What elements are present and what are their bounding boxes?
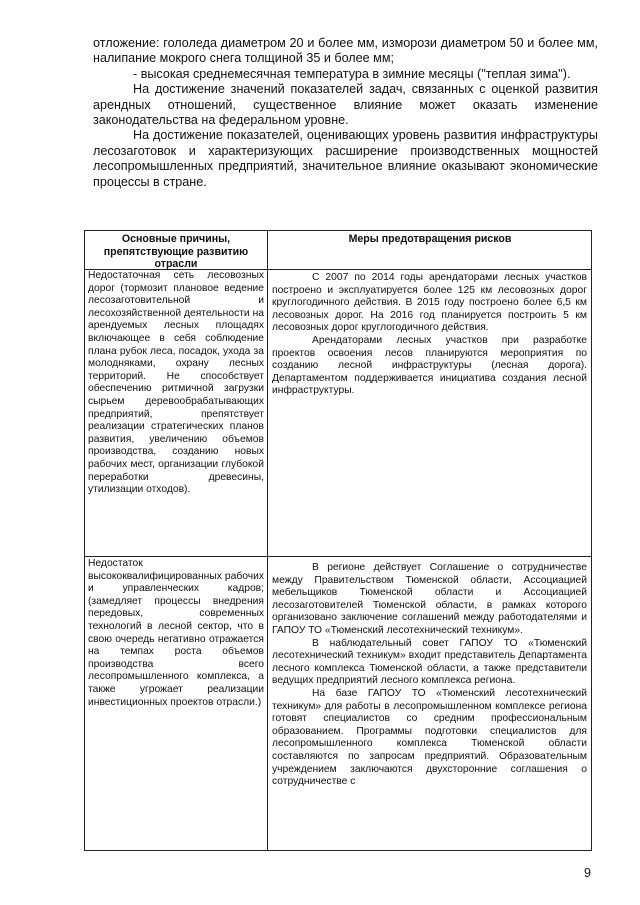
cause-cell: Недостаточная сеть лесовозных дорог (тормозит плановое ведение лесозаготовительной и лесохозяйственной деятельности на арендуемых лесных площадях включающее в себя соблюдение плана рубок леса, посадок, ухода за молодняками, охрану лесных территорий. Не способствует обеспечению ритмичной загрузки сырьем деревообрабатывающих предприятий, препятствует реализации стратегических планов развития, увеличению объемов производства, созданию новых рабочих мест, организации глубокой переработки древесины, утилизации отходов). [88, 270, 264, 496]
measures-cell [272, 562, 587, 789]
column-divider [267, 231, 268, 850]
measures-cell [272, 272, 587, 398]
measure-paragraph: С 2007 по 2014 годы арендаторами лесных участков построено и эксплуатируется более 125 км лесовозных дорог круглогодичного действия. В 2015 году построено более 6,5 км лесовозных дорог. На 2016 год планируется построить 5 км лесовозных дорог круглогодичного действия. [272, 272, 587, 334]
page-number: 9 [584, 866, 592, 880]
measure-paragraph: В регионе действует Соглашение о сотрудничестве между Правительством Тюменской области, Ассоциацией мебельщиков Тюменской области и Ассоциацией лесозаготовителей Тюменской области, в рамках которого организовано заключение соглашений между работодателями и ГАПОУ ТО «Тюменский лесотехнический техникум». [272, 562, 587, 636]
header-measures: Меры предотвращения рисков [348, 233, 512, 245]
cause-cell: Недостаток высококвалифицированных рабочих и управленческих кадров; (замедляет процессы внедрения передовых, современных технологий в лесной сектор, что в свою очередь негативно отражается на темпах роста объемов производства всего лесопромышленного комплекса, а также угрожает реализации инвестиционных проектов отрасли.) [88, 558, 264, 708]
intro-paragraph: На достижение показателей, оценивающих уровень развития инфраструктуры лесозаготовок и характеризующих расширение производственных мощностей лесопромышленных предприятий, значительное влияние оказывают экономические процессы в стране. [93, 128, 598, 189]
risk-table [84, 230, 592, 851]
measure-paragraph: В наблюдательный совет ГАПОУ ТО «Тюменский лесотехнический техникум» входит представитель Департамента лесного комплекса Тюменской области, а также представители ведущих предприятий лесного комплекса региона. [272, 637, 587, 687]
measure-paragraph: На базе ГАПОУ ТО «Тюменский лесотехнический техникум» для работы в лесопромышленном комплексе региона готовят специалистов со средним профессиональным образованием. Программы подготовки специалистов для лесопромышленного комплекса Тюменской области составляются по запросам предприятий. Образовательным учреждением заключаются двухсторонние соглашения о сотрудничестве с [272, 687, 587, 788]
intro-paragraph: отложение: гололеда диаметром 20 и более мм, изморози диаметром 50 и более мм, налипание мокрого снега толщиной 35 и более мм; [93, 36, 598, 66]
intro-paragraph: На достижение значений показателей задач, связанных с оценкой развития арендных отношений, существенное влияние может оказать изменение законодательства на федеральном уровне. [93, 82, 598, 128]
header-causes: Основные причины, препятствующие развитию отрасли [103, 233, 249, 271]
intro-paragraph: - высокая среднемесячная температура в зимние месяцы ("теплая зима"). [133, 66, 571, 81]
measure-paragraph: Арендаторами лесных участков при разработке проектов освоения лесов планируются мероприятия по созданию лесной инфраструктуры (лесная дорога). Департаментом поддерживается инициатива создания лесной инфраструктуры. [272, 334, 587, 397]
intro-text [93, 36, 598, 190]
row-divider [85, 556, 591, 557]
